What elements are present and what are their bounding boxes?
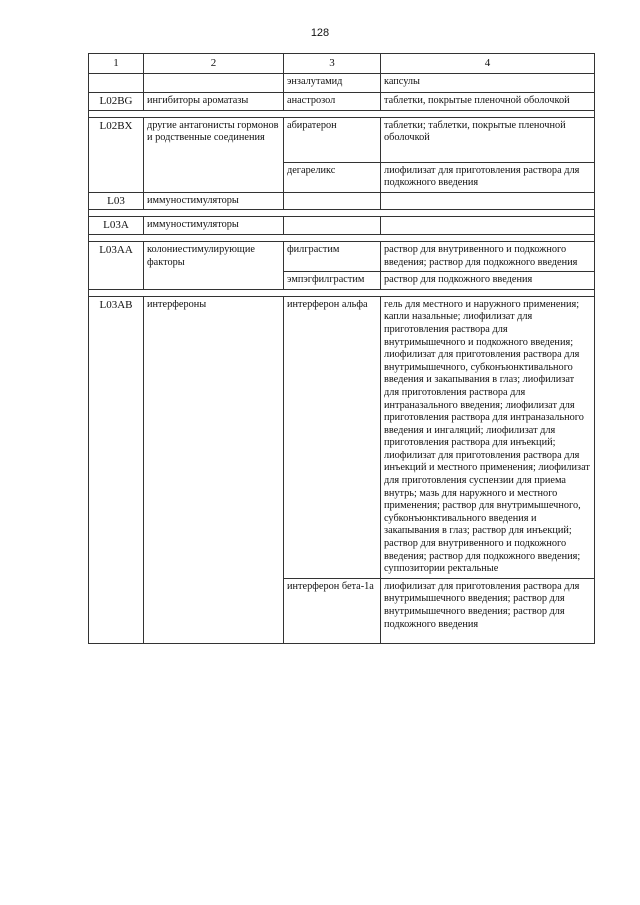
dosage-form: таблетки; таблетки, покрытые пленочной оболочкой bbox=[381, 117, 595, 162]
dosage-form: лиофилизат для приготовления раствора для подкожного введения bbox=[381, 162, 595, 192]
drug-name: интерферон бета-1a bbox=[284, 578, 381, 643]
atc-group: иммуностимуляторы bbox=[144, 192, 284, 210]
table-header-row bbox=[89, 54, 595, 74]
dosage-form: таблетки, покрытые пленочной оболочкой bbox=[381, 93, 595, 111]
table-row bbox=[89, 74, 595, 93]
atc-code: L03AB bbox=[89, 296, 144, 643]
table-row bbox=[89, 241, 595, 271]
header-col-1: 1 bbox=[89, 54, 144, 74]
dosage-form: капсулы bbox=[381, 74, 595, 93]
header-col-2: 2 bbox=[144, 54, 284, 74]
dosage-form: гель для местного и наружного применения; капли назальные; лиофилизат для приготовления раствора для внутримышечного и подкожного введения; лиофилизат для приготовления раствора для внутримышечного, субконъюнктивального введения и закапывания в глаз; лиофилизат для приготовления раствора для интраназального введения; лиофилизат для приготовления раствора для интраназального введения и ингаляций; лиофилизат для приготовления раствора для инъекций; лиофилизат для приготовления раствора для инъекций и местного применения; лиофилизат для приготовления суспензии для приема внутрь; мазь для наружного и местного применения; раствор для внутримышечного, субконъюнктивального введения и закапывания в глаз; раствор для инъекций; раствор для внутривенного и подкожного введения; раствор для подкожного введения; суппозитории ректальные bbox=[381, 296, 595, 578]
table-row bbox=[89, 217, 595, 235]
atc-group: ингибиторы ароматазы bbox=[144, 93, 284, 111]
atc-group: колониестимулирующие факторы bbox=[144, 241, 284, 289]
table-row bbox=[89, 117, 595, 162]
table-row bbox=[89, 192, 595, 210]
drug-name: дегареликс bbox=[284, 162, 381, 192]
atc-group: интерфероны bbox=[144, 296, 284, 643]
drug-name: абиратерон bbox=[284, 117, 381, 162]
atc-code: L02BX bbox=[89, 117, 144, 192]
drug-name: эмпэгфилграстим bbox=[284, 272, 381, 290]
dosage-form: раствор для подкожного введения bbox=[381, 272, 595, 290]
atc-code: L03AA bbox=[89, 241, 144, 289]
drug-table bbox=[88, 53, 595, 644]
drug-name: анастрозол bbox=[284, 93, 381, 111]
atc-code: L03A bbox=[89, 217, 144, 235]
dosage-form: лиофилизат для приготовления раствора для внутримышечного введения; раствор для внутримышечного введения; раствор для подкожного введения bbox=[381, 578, 595, 643]
header-col-3: 3 bbox=[284, 54, 381, 74]
drug-name: энзалутамид bbox=[284, 74, 381, 93]
dosage-form: раствор для внутривенного и подкожного введения; раствор для подкожного введения bbox=[381, 241, 595, 271]
atc-group: иммуностимуляторы bbox=[144, 217, 284, 235]
atc-code: L02BG bbox=[89, 93, 144, 111]
table-row bbox=[89, 296, 595, 578]
table-row bbox=[89, 93, 595, 111]
drug-name: филграстим bbox=[284, 241, 381, 271]
atc-group: другие антагонисты гормонов и родственные соединения bbox=[144, 117, 284, 192]
drug-name: интерферон альфа bbox=[284, 296, 381, 578]
atc-code: L03 bbox=[89, 192, 144, 210]
page-number: 128 bbox=[310, 27, 330, 39]
header-col-4: 4 bbox=[381, 54, 595, 74]
